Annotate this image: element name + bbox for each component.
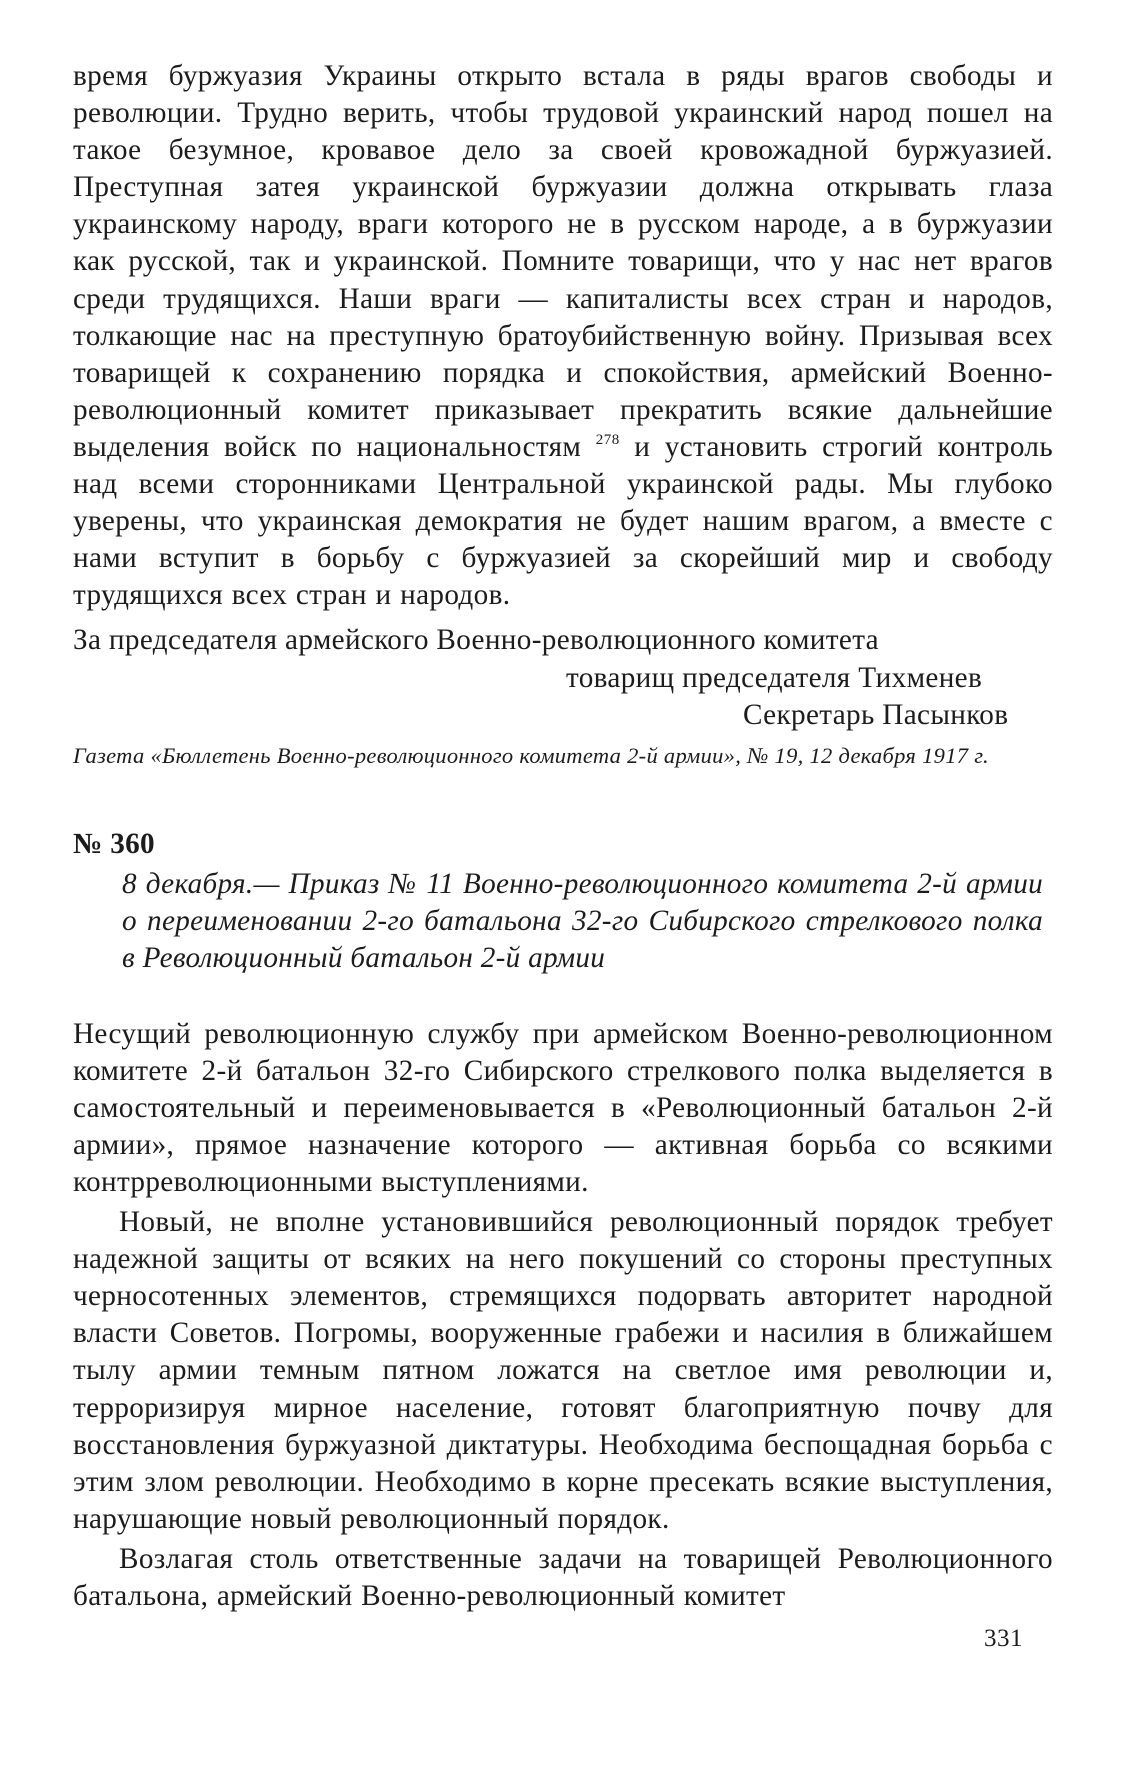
page-number: 331 <box>984 1625 1023 1652</box>
signature-line-secretary: Секретарь Пасынков <box>743 698 1009 731</box>
page-content <box>73 58 1053 1615</box>
paragraph-text-after-note: и установить строгий контроль над всеми сторонниками Центральной украинской рады. Мы глубоко уверены, что украинская демократия не будет нашим врагом, а вместе с нами вступит в борьбу с буржуазией за скорейший мир и свободу трудящихся всех стран и народов. <box>73 430 1054 612</box>
source-citation: Газета «Бюллетень Военно-революционного комитета 2-й армии», № 19, 12 декабря 1917 г. <box>73 743 989 769</box>
document-title: 8 декабря.— Приказ № 11 Военно-революционного комитета 2-й армии о переименовании 2-го батальона 32-го Сибирского стрелкового полка в Революционный батальон 2-й армии <box>122 868 1043 975</box>
document-paragraph-2: Новый, не вполне установившийся революционный порядок требует надежной защиты от всяких на него покушений со стороны преступных черносотенных элементов, стремящихся подорвать авторитет народной власти Советов. Погромы, вооруженные грабежи и насилия в ближайшем тылу армии темным пятном ложатся на светлое имя революции и, терроризируя мирное население, готовят благоприятную почву для восстановления буржуазной диктатуры. Необходима беспощадная борьба с этим злом революции. Необходимо в корне пресекать всякие выступления, нарушающие новый революционный порядок. <box>73 1206 1053 1535</box>
paragraph-text-before-note: время буржуазия Украины открыто встала в ряды врагов свободы и революции. Трудно верить, чтобы трудовой украинский народ пошел на такое безумное, кровавое дело за своей кровожадной буржуазией. Преступная затея украинской буржуазии должна открывать глаза украинскому народу, враги которого не в русском народе, а в буржуазии как русской, так и украинской. Помните товарищи, что у нас нет врагов среди трудящихся. Наши враги — капиталисты всех стран и народов, толкающие нас на преступную братоубийственную войну. Призывая всех товарищей к сохранению порядка и спокойствия, армейский Военно-революционный комитет приказывает прекратить всякие дальнейшие выделения войск по национальностям <box>73 60 1053 463</box>
continued-paragraph <box>73 58 1053 614</box>
document-paragraph-3: Возлагая столь ответственные задачи на товарищей Революционного батальона, армейский Военно-революционный комитет <box>73 1542 1053 1613</box>
footnote-reference[interactable]: 278 <box>595 431 620 448</box>
document-number: № 360 <box>73 828 155 861</box>
signature-line-deputy: товарищ председателя Тихменев <box>566 661 983 694</box>
document-body <box>73 1016 1053 1616</box>
signature-block <box>73 622 1053 734</box>
document-paragraph-1: Несущий революционную службу при армейском Военно-революционном комитете 2-й батальон 32-го Сибирского стрелкового полка выделяется в самостоятельный и переименовывается в «Революционный батальон 2-й армии», прямое назначение которого — активная борьба со всякими контрреволюционными выступлениями. <box>73 1017 1053 1198</box>
signature-line-chairman: За председателя армейского Военно-революционного комитета <box>73 624 879 657</box>
